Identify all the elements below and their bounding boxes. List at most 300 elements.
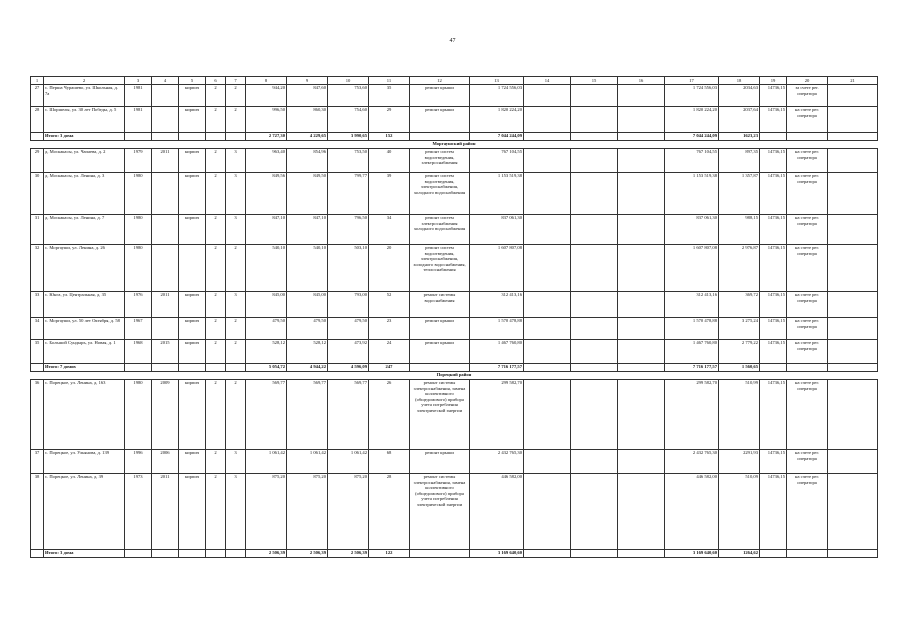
table-cell: 7 716 177,57 bbox=[470, 364, 524, 372]
table-cell: 2 bbox=[206, 173, 226, 215]
table-cell: 14736,15 bbox=[760, 245, 787, 292]
table-cell: 2 bbox=[206, 245, 226, 292]
table-cell: на счете рег. оператора bbox=[787, 340, 828, 364]
table-cell: 2 bbox=[226, 380, 246, 450]
table-cell: 299 582,70 bbox=[665, 380, 719, 450]
table-cell: 1 560,65 bbox=[719, 364, 760, 372]
table-cell: с. Перша Чурашево, ул. Школьная, д. 7а bbox=[44, 85, 125, 107]
table-cell bbox=[828, 450, 878, 474]
table-cell bbox=[410, 364, 470, 372]
table-cell: 3 bbox=[226, 173, 246, 215]
table-cell bbox=[571, 133, 618, 141]
table-cell: 2015 bbox=[152, 340, 179, 364]
table-cell: 847,10 bbox=[246, 215, 287, 245]
table-cell: 3 bbox=[226, 474, 246, 550]
table-cell: 39 bbox=[369, 173, 410, 215]
table-cell: 29 bbox=[31, 149, 44, 173]
table-cell bbox=[571, 292, 618, 318]
table-cell: 40 bbox=[369, 149, 410, 173]
table-cell bbox=[571, 215, 618, 245]
table-row bbox=[31, 340, 878, 364]
table-cell: 3 bbox=[226, 292, 246, 318]
table-cell: 14736,15 bbox=[760, 474, 787, 550]
table-cell bbox=[760, 133, 787, 141]
table-cell: 23 bbox=[369, 318, 410, 340]
table-cell: 38 bbox=[31, 474, 44, 550]
table-cell: 1 607 807,08 bbox=[665, 245, 719, 292]
table-cell: 3 bbox=[226, 215, 246, 245]
table-cell: 897,35 bbox=[719, 149, 760, 173]
table-cell bbox=[31, 364, 44, 372]
table-cell: 1 357,87 bbox=[719, 173, 760, 215]
column-number-row bbox=[31, 77, 878, 85]
table-cell: 540,10 bbox=[287, 245, 328, 292]
table-cell: 988,15 bbox=[719, 215, 760, 245]
table-cell: 2 432 765,30 bbox=[665, 450, 719, 474]
table-cell: 30 bbox=[31, 173, 44, 215]
column-number-cell: 15 bbox=[571, 77, 618, 85]
district-name: Моргаушский район bbox=[31, 141, 878, 149]
table-cell: на счете рег. оператора bbox=[787, 107, 828, 133]
table-cell bbox=[410, 550, 470, 558]
table-cell: кирпич bbox=[179, 318, 206, 340]
table-cell bbox=[206, 364, 226, 372]
table-cell bbox=[571, 85, 618, 107]
table-cell: 34 bbox=[369, 215, 410, 245]
table-cell bbox=[828, 550, 878, 558]
table-cell: 754,60 bbox=[328, 107, 369, 133]
table-cell bbox=[571, 318, 618, 340]
table-cell: 2291,93 bbox=[719, 450, 760, 474]
table-cell: кирпич bbox=[179, 380, 206, 450]
table-cell: на счете рег. оператора bbox=[787, 292, 828, 318]
table-cell bbox=[524, 450, 571, 474]
table-row bbox=[31, 245, 878, 292]
table-cell: кирпич bbox=[179, 340, 206, 364]
table-cell bbox=[618, 107, 665, 133]
table-cell: 767 104,55 bbox=[665, 149, 719, 173]
table-row bbox=[31, 450, 878, 474]
table-cell bbox=[152, 245, 179, 292]
table-cell: кирпич bbox=[179, 173, 206, 215]
table-cell bbox=[571, 550, 618, 558]
table-cell: 32 bbox=[31, 245, 44, 292]
table-cell: кирпич bbox=[179, 292, 206, 318]
table-cell bbox=[760, 364, 787, 372]
table-cell: 996,50 bbox=[246, 107, 287, 133]
table-cell bbox=[524, 173, 571, 215]
table-cell: 33 bbox=[31, 292, 44, 318]
table-cell bbox=[571, 245, 618, 292]
table-cell: 1 820 224,20 bbox=[665, 107, 719, 133]
table-cell bbox=[618, 380, 665, 450]
table-row bbox=[31, 215, 878, 245]
table-cell: кирпич bbox=[179, 149, 206, 173]
table-cell bbox=[618, 340, 665, 364]
table-cell: 2 506,39 bbox=[287, 550, 328, 558]
table-cell: 26 bbox=[369, 380, 410, 450]
table-cell: 14736,15 bbox=[760, 107, 787, 133]
table-cell: 2 bbox=[206, 107, 226, 133]
table-cell: кирпич bbox=[179, 107, 206, 133]
table-cell bbox=[125, 133, 152, 141]
table-cell: 24 bbox=[369, 340, 410, 364]
table-cell: 2011 bbox=[152, 474, 179, 550]
column-number-cell: 7 bbox=[226, 77, 246, 85]
table-cell: 1967 bbox=[125, 318, 152, 340]
table-cell bbox=[524, 107, 571, 133]
table-cell: 37 bbox=[31, 450, 44, 474]
table-cell: ремонт систем водоотведения, электроснабжения, холодного водоснабжения, теплоснабжения bbox=[410, 245, 470, 292]
table-cell: 847,60 bbox=[287, 85, 328, 107]
table-cell: 1980 bbox=[125, 215, 152, 245]
table-cell: 1980 bbox=[125, 380, 152, 450]
district-name: Порецкий район bbox=[31, 372, 878, 380]
table-cell: 510,09 bbox=[719, 474, 760, 550]
table-cell bbox=[828, 380, 878, 450]
table-cell bbox=[206, 550, 226, 558]
table-cell: 4 944,22 bbox=[287, 364, 328, 372]
column-number-cell: 5 bbox=[179, 77, 206, 85]
total-row bbox=[31, 550, 878, 558]
table-cell: ремонт системы электроснабжения, замена коллективного (общедомового) прибора учета потребления электрической энергии bbox=[410, 474, 470, 550]
table-cell bbox=[828, 364, 878, 372]
table-row bbox=[31, 173, 878, 215]
table-cell bbox=[828, 292, 878, 318]
table-cell bbox=[179, 364, 206, 372]
table-cell bbox=[179, 133, 206, 141]
table-cell: 847,10 bbox=[287, 215, 328, 245]
table-cell: кирпич bbox=[179, 85, 206, 107]
table-cell: с. Моргауши, ул. 50 лет Октября, д. 58 bbox=[44, 318, 125, 340]
table-cell: Итого: 3 дома bbox=[44, 133, 125, 141]
table-cell: 845,00 bbox=[287, 292, 328, 318]
table-cell: 1996 bbox=[125, 450, 152, 474]
table-cell: 2 727,30 bbox=[246, 133, 287, 141]
table-cell: 2 bbox=[206, 380, 226, 450]
table-cell: 1 467 760,80 bbox=[665, 340, 719, 364]
column-number-cell: 20 bbox=[787, 77, 828, 85]
table-cell: 479,50 bbox=[328, 318, 369, 340]
table-cell bbox=[524, 550, 571, 558]
table-cell: 2 506,39 bbox=[246, 550, 287, 558]
table-cell: 3 bbox=[226, 149, 246, 173]
table-cell: 3 169 640,60 bbox=[665, 550, 719, 558]
table-cell bbox=[828, 340, 878, 364]
table-cell: 5 054,72 bbox=[246, 364, 287, 372]
table-cell: 1 061,42 bbox=[287, 450, 328, 474]
table-cell: с. Моргауши, ул. Ленина, д. 26 bbox=[44, 245, 125, 292]
table-cell bbox=[828, 474, 878, 550]
table-cell: 944,20 bbox=[246, 85, 287, 107]
table-cell: 2 bbox=[206, 215, 226, 245]
table-cell: 14736,15 bbox=[760, 292, 787, 318]
table-cell: 528,12 bbox=[287, 340, 328, 364]
table-cell: кирпич bbox=[179, 450, 206, 474]
table-cell: Итого: 7 домов bbox=[44, 364, 125, 372]
column-number-cell: 11 bbox=[369, 77, 410, 85]
column-number-cell: 18 bbox=[719, 77, 760, 85]
table-cell: ремонт систем электроснабжения холодного водоснабжения bbox=[410, 215, 470, 245]
table-cell: 446 582,00 bbox=[470, 474, 524, 550]
table-cell: 34 bbox=[31, 318, 44, 340]
table-cell: 312 413,16 bbox=[470, 292, 524, 318]
table-cell bbox=[226, 550, 246, 558]
table-cell: 20 bbox=[369, 245, 410, 292]
table-cell: 837 061,30 bbox=[470, 215, 524, 245]
table-cell: 875,20 bbox=[246, 474, 287, 550]
table-row bbox=[31, 380, 878, 450]
table-cell bbox=[618, 133, 665, 141]
table-cell bbox=[618, 474, 665, 550]
table-cell: 2 bbox=[206, 292, 226, 318]
table-cell bbox=[760, 550, 787, 558]
table-cell: ремонт крыши bbox=[410, 318, 470, 340]
table-cell: 2011 bbox=[152, 292, 179, 318]
table-cell: кирпич bbox=[179, 215, 206, 245]
table-cell: 3 275,24 bbox=[719, 318, 760, 340]
table-cell bbox=[787, 550, 828, 558]
table-cell: 2 bbox=[226, 318, 246, 340]
column-number-cell: 10 bbox=[328, 77, 369, 85]
table-cell bbox=[125, 364, 152, 372]
table-cell: 1980 bbox=[125, 245, 152, 292]
table-cell: на счете рег. оператора bbox=[787, 318, 828, 340]
table-cell: с. Порецкое, ул. Ленина, д. 39 bbox=[44, 474, 125, 550]
table-cell bbox=[226, 364, 246, 372]
table-cell: 247 bbox=[369, 364, 410, 372]
table-cell: ремонт систем водоотведения, электроснабжения bbox=[410, 149, 470, 173]
table-cell: 2009 bbox=[152, 380, 179, 450]
table-cell: 1 570 478,88 bbox=[470, 318, 524, 340]
table-cell: на счете рег. оператора bbox=[787, 215, 828, 245]
table-cell: 14736,15 bbox=[760, 450, 787, 474]
table-cell bbox=[787, 133, 828, 141]
table-cell: на счете рег. оператора bbox=[787, 173, 828, 215]
table-cell: 1 607 807,08 bbox=[470, 245, 524, 292]
table-cell: 845,00 bbox=[246, 292, 287, 318]
table-cell: с. Порецкое, ул. Ленина, д. 163 bbox=[44, 380, 125, 450]
table-cell bbox=[618, 550, 665, 558]
table-cell bbox=[571, 380, 618, 450]
column-number-cell: 8 bbox=[246, 77, 287, 85]
table-cell: 2 bbox=[206, 149, 226, 173]
column-number-cell: 12 bbox=[410, 77, 470, 85]
table-cell bbox=[31, 133, 44, 141]
table-cell: 3 169 640,60 bbox=[470, 550, 524, 558]
table-cell bbox=[152, 550, 179, 558]
table-cell: 3 990,65 bbox=[328, 133, 369, 141]
table-cell bbox=[618, 215, 665, 245]
table-cell: 2006 bbox=[152, 450, 179, 474]
column-number-cell: 9 bbox=[287, 77, 328, 85]
table-cell: 1 820 224,20 bbox=[470, 107, 524, 133]
table-cell bbox=[524, 380, 571, 450]
table-cell: 1 570 478,88 bbox=[665, 318, 719, 340]
table-cell: 1623,23 bbox=[719, 133, 760, 141]
table-cell: 14736,15 bbox=[760, 149, 787, 173]
table-cell: 31 bbox=[31, 215, 44, 245]
table-cell: на счете рег. оператора bbox=[787, 380, 828, 450]
table-cell: 849,56 bbox=[246, 173, 287, 215]
table-cell bbox=[125, 550, 152, 558]
table-cell bbox=[828, 107, 878, 133]
table-cell: с. Шоршелы, ул. 30 лет Победы, д. 5 bbox=[44, 107, 125, 133]
table-cell: 875,20 bbox=[287, 474, 328, 550]
table-cell: 2034,63 bbox=[719, 85, 760, 107]
table-cell: ремонт системы водоснабжения bbox=[410, 292, 470, 318]
table-cell bbox=[618, 85, 665, 107]
table-cell: 767 104,55 bbox=[470, 149, 524, 173]
table-cell bbox=[618, 149, 665, 173]
table-row bbox=[31, 149, 878, 173]
table-cell: 35 bbox=[31, 340, 44, 364]
table-cell bbox=[524, 292, 571, 318]
table-cell bbox=[828, 85, 878, 107]
table-cell bbox=[787, 364, 828, 372]
table-cell bbox=[524, 474, 571, 550]
table-cell: 1968 bbox=[125, 340, 152, 364]
table-cell bbox=[571, 340, 618, 364]
table-cell bbox=[571, 173, 618, 215]
table-cell: с. Порецкое, ул. Ульянова, д. 139 bbox=[44, 450, 125, 474]
table-cell: 312 413,16 bbox=[665, 292, 719, 318]
table-cell: 7 716 177,57 bbox=[665, 364, 719, 372]
table-cell: 796,50 bbox=[328, 215, 369, 245]
table-cell bbox=[618, 173, 665, 215]
table-cell bbox=[179, 245, 206, 292]
table-cell: 528,12 bbox=[246, 340, 287, 364]
table-cell: 2037,64 bbox=[719, 107, 760, 133]
table-cell: 1979 bbox=[125, 149, 152, 173]
table-row bbox=[31, 107, 878, 133]
table-cell bbox=[152, 173, 179, 215]
table-cell: 753,60 bbox=[328, 85, 369, 107]
table-cell bbox=[571, 107, 618, 133]
table-cell bbox=[618, 364, 665, 372]
table-cell: 122 bbox=[369, 550, 410, 558]
table-row bbox=[31, 85, 878, 107]
table-cell: 753,50 bbox=[328, 149, 369, 173]
table-row bbox=[31, 318, 878, 340]
table-cell: 1 153 519,38 bbox=[665, 173, 719, 215]
table-cell: 854,96 bbox=[287, 149, 328, 173]
table-cell: 2 432 765,30 bbox=[470, 450, 524, 474]
table-cell bbox=[618, 318, 665, 340]
table-cell: на счете рег. оператора bbox=[787, 149, 828, 173]
table-cell: 1264,62 bbox=[719, 550, 760, 558]
table-cell bbox=[152, 133, 179, 141]
table-cell bbox=[152, 364, 179, 372]
table-cell bbox=[152, 107, 179, 133]
table-cell bbox=[828, 173, 878, 215]
table-cell bbox=[31, 550, 44, 558]
table-cell bbox=[571, 474, 618, 550]
table-cell: 849,50 bbox=[287, 173, 328, 215]
table-cell: 27 bbox=[31, 85, 44, 107]
table-cell: 14736,15 bbox=[760, 215, 787, 245]
table-cell: 14736,15 bbox=[760, 380, 787, 450]
table-cell: 1 153 519,38 bbox=[470, 173, 524, 215]
table-cell: 52 bbox=[369, 292, 410, 318]
table-cell: 479,50 bbox=[287, 318, 328, 340]
table-cell: д. Москакасы, ул. Ленина, д. 3 bbox=[44, 173, 125, 215]
table-cell: 2 779,22 bbox=[719, 340, 760, 364]
table-cell bbox=[828, 149, 878, 173]
table-cell: 2 976,87 bbox=[719, 245, 760, 292]
table-cell: 28 bbox=[31, 107, 44, 133]
total-row bbox=[31, 364, 878, 372]
table-cell: ремонт крыши bbox=[410, 450, 470, 474]
table-cell bbox=[410, 133, 470, 141]
table-cell: 479,50 bbox=[246, 318, 287, 340]
district-header-row bbox=[31, 141, 878, 149]
table-cell: с. Юнга, ул. Центральная, д. 35 bbox=[44, 292, 125, 318]
table-cell bbox=[828, 215, 878, 245]
column-number-cell: 3 bbox=[125, 77, 152, 85]
table-cell: 1 467 760,80 bbox=[470, 340, 524, 364]
table-row bbox=[31, 292, 878, 318]
table-cell bbox=[618, 450, 665, 474]
table-cell: 875,20 bbox=[328, 474, 369, 550]
column-number-cell: 6 bbox=[206, 77, 226, 85]
table-cell bbox=[828, 245, 878, 292]
table-cell bbox=[524, 215, 571, 245]
table-cell: 1976 bbox=[125, 292, 152, 318]
table-cell bbox=[179, 550, 206, 558]
table-cell: 4 596,09 bbox=[328, 364, 369, 372]
table-cell bbox=[206, 133, 226, 141]
table-cell: 369,72 bbox=[719, 292, 760, 318]
page-number: 47 bbox=[449, 38, 456, 44]
table-cell bbox=[152, 215, 179, 245]
column-number-cell: 16 bbox=[618, 77, 665, 85]
column-number-cell: 4 bbox=[152, 77, 179, 85]
table-cell: 569,77 bbox=[287, 380, 328, 450]
table-cell bbox=[618, 292, 665, 318]
district-header-row bbox=[31, 372, 878, 380]
table-cell: 7 044 244,09 bbox=[665, 133, 719, 141]
table-cell: ремонт крыши bbox=[410, 107, 470, 133]
table-cell: 793,00 bbox=[328, 292, 369, 318]
table-cell: 1981 bbox=[125, 107, 152, 133]
table-cell: 540,10 bbox=[246, 245, 287, 292]
table-cell: 1973 bbox=[125, 474, 152, 550]
table-cell: 860,30 bbox=[287, 107, 328, 133]
table-cell: 2 bbox=[206, 340, 226, 364]
table-cell: 569,77 bbox=[328, 380, 369, 450]
table-cell: 799,77 bbox=[328, 173, 369, 215]
table-cell: 1 724 556,03 bbox=[665, 85, 719, 107]
table-cell: ремонт крыши bbox=[410, 85, 470, 107]
table-cell: 14736,15 bbox=[760, 318, 787, 340]
table-cell: на счете рег. оператора bbox=[787, 474, 828, 550]
table-cell bbox=[571, 149, 618, 173]
column-number-cell: 2 bbox=[44, 77, 125, 85]
table-cell: ремонт крыши bbox=[410, 340, 470, 364]
table-cell: 2 bbox=[226, 245, 246, 292]
column-number-cell: 17 bbox=[665, 77, 719, 85]
table-cell: 2 bbox=[206, 474, 226, 550]
table-cell: 2 bbox=[206, 450, 226, 474]
table-cell: 1 724 556,03 bbox=[470, 85, 524, 107]
table-cell: 14736,15 bbox=[760, 85, 787, 107]
table-cell bbox=[828, 318, 878, 340]
table-cell: на счете рег. оператора bbox=[787, 450, 828, 474]
column-number-cell: 19 bbox=[760, 77, 787, 85]
table-cell bbox=[571, 450, 618, 474]
capital-repair-table-container bbox=[30, 76, 877, 558]
